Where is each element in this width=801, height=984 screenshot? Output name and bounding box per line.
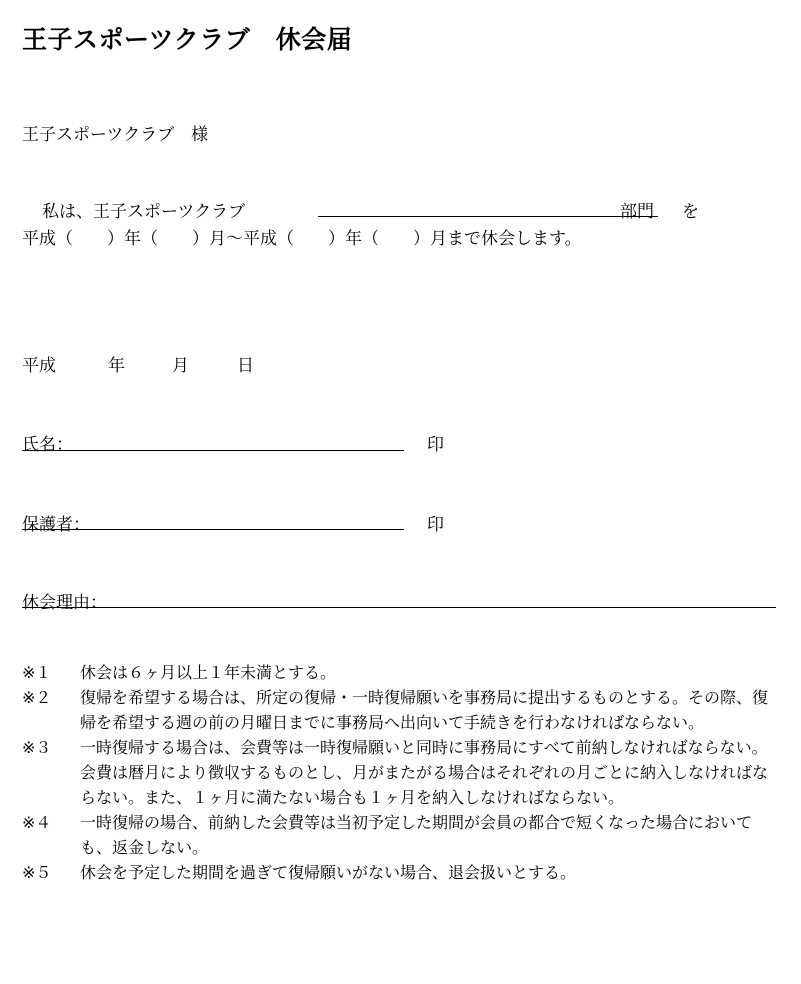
name-field[interactable] — [22, 450, 404, 451]
department-field[interactable] — [318, 216, 658, 217]
note-text: 休会を予定した期間を過ぎて復帰願いがない場合、退会扱いとする。 — [80, 863, 577, 882]
note-mark: ※３ — [22, 738, 52, 757]
name-seal: 印 — [427, 435, 444, 455]
statement-period: 平成（ ）年（ ）月～平成（ ）年（ ）月まで休会します。 — [22, 229, 582, 249]
note-text: 復帰を希望する場合は、所定の復帰・一時復帰願いを事務局に提出するものとする。その際、復帰を希望する週の前の月曜日までに事務局へ出向いて手続きを行わなければならない。 — [80, 688, 769, 732]
note-mark: ※５ — [22, 863, 52, 882]
note-item — [22, 685, 782, 735]
note-item — [22, 735, 782, 810]
document-title: 王子スポーツクラブ 休会届 — [22, 25, 353, 54]
date-month-label: 月 — [172, 356, 189, 376]
date-day-label: 日 — [237, 356, 254, 376]
note-text: 休会は６ヶ月以上１年未満とする。 — [80, 663, 337, 682]
addressee: 王子スポーツクラブ 様 — [22, 125, 209, 145]
notes-list — [22, 660, 782, 885]
note-text: 一時復帰する場合は、会費等は一時復帰願いと同時に事務局にすべて前納しなければならない。会費は暦月により徴収するものとし、月がまたがる場合はそれぞれの月ごとに納入しなければならない。また、１ヶ月に満たない場合も１ヶ月を納入しなければならない。 — [80, 738, 769, 807]
note-mark: ※２ — [22, 688, 52, 707]
date-era: 平成 — [22, 356, 56, 376]
reason-field[interactable] — [22, 607, 776, 608]
note-item — [22, 660, 782, 685]
guardian-label: 保護者： — [22, 515, 90, 535]
reason-label: 休会理由： — [22, 593, 107, 613]
note-item — [22, 810, 782, 860]
note-mark: ※１ — [22, 663, 52, 682]
note-text: 一時復帰の場合、前納した会費等は当初予定した期間が会員の都合で短くなった場合においても、返金しない。 — [80, 813, 753, 857]
department-label: 部門 — [620, 202, 654, 222]
name-label: 氏名： — [22, 435, 73, 455]
note-mark: ※４ — [22, 813, 52, 832]
guardian-field[interactable] — [22, 529, 404, 530]
statement-particle: を — [682, 202, 699, 222]
note-item — [22, 860, 782, 885]
date-year-label: 年 — [108, 356, 125, 376]
guardian-seal: 印 — [427, 515, 444, 535]
statement-prefix: 私は、王子スポーツクラブ — [42, 202, 246, 222]
